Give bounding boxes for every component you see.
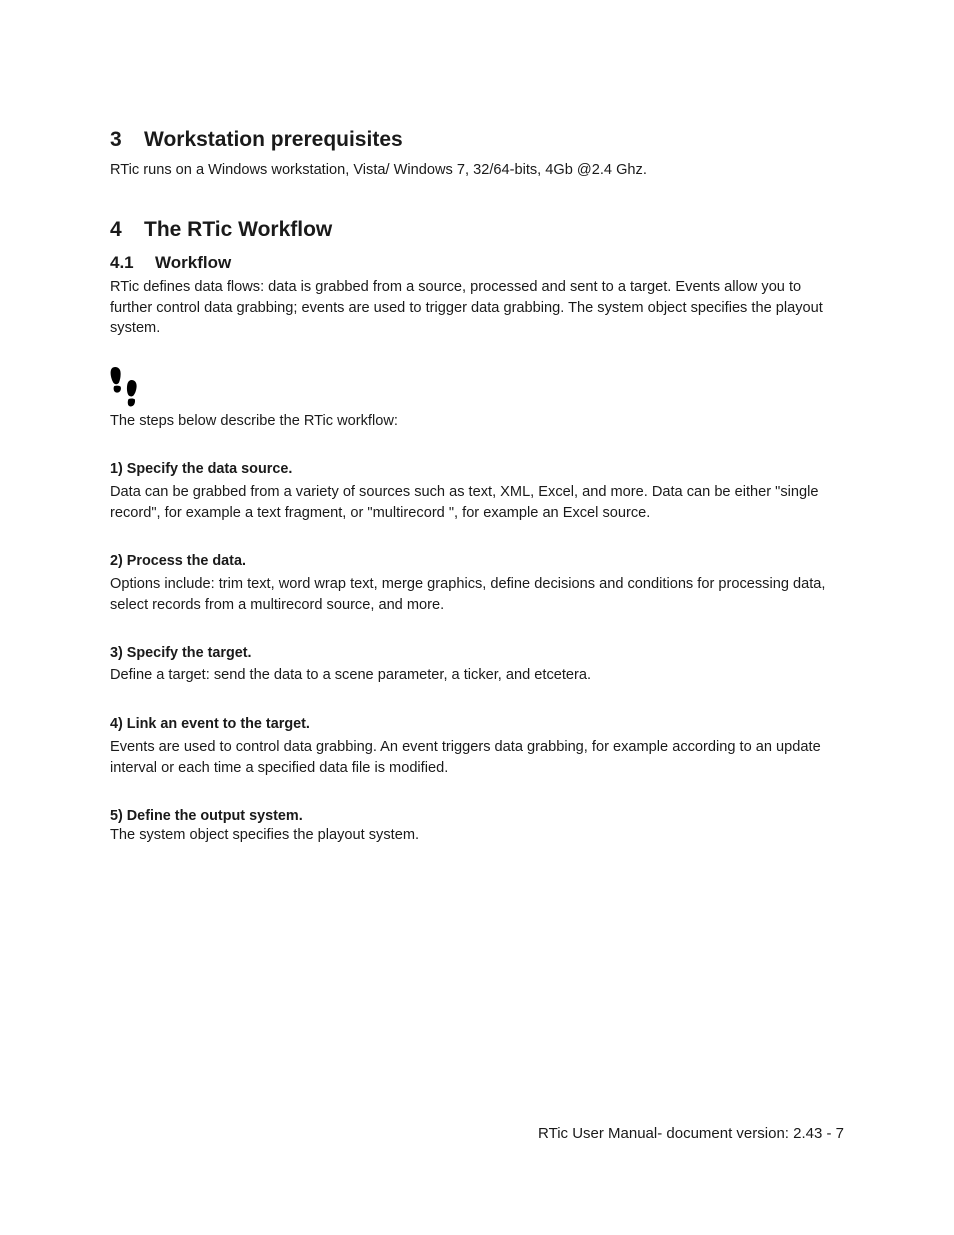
heading-section-3 (110, 127, 403, 153)
heading-text: The RTic Workflow (144, 218, 333, 241)
step-1-title: 1) Specify the data source. (110, 461, 293, 477)
step-4-body: Events are used to control data grabbing. An event triggers data grabbing, for example according to an update interval or each time a specified data file is modified. (110, 739, 821, 776)
step-5-title: 5) Define the output system. (110, 808, 303, 824)
heading-text: Workstation prerequisites (144, 128, 403, 151)
step-2-title: 2) Process the data. (110, 553, 246, 569)
heading-number: 4 (110, 218, 122, 241)
step-2-body: Options include: trim text, word wrap text, merge graphics, define decisions and conditions for processing data, select records from a multirecord source, and more. (110, 576, 826, 613)
step-4-title: 4) Link an event to the target. (110, 716, 310, 732)
heading-text: Workflow (155, 253, 232, 272)
heading-section-4 (110, 217, 332, 243)
heading-section-4-1 (110, 252, 231, 274)
step-3-body: Define a target: send the data to a scene parameter, a ticker, and etcetera. (110, 667, 592, 683)
step-5-body: The system object specifies the playout system. (110, 827, 420, 843)
footsteps-icon (110, 366, 138, 408)
step-1-body: Data can be grabbed from a variety of sources such as text, XML, Excel, and more. Data can be either "single record", for example a text fragment, or "multirecord ", for example an Excel source. (110, 484, 819, 521)
heading-number: 4.1 (110, 253, 134, 272)
section-3-body: RTic runs on a Windows workstation, Vista/ Windows 7, 32/64-bits, 4Gb @2.4 Ghz. (110, 162, 647, 178)
page-footer: RTic User Manual- document version: 2.43 - 7 (538, 1125, 844, 1142)
heading-number: 3 (110, 128, 122, 151)
workflow-intro: The steps below describe the RTic workflow: (110, 413, 398, 429)
step-3-title: 3) Specify the target. (110, 645, 252, 661)
section-4-1-body: RTic defines data flows: data is grabbed from a source, processed and sent to a target. Events allow you to further control data grabbing; events are used to trigger data grabbing. The system object specifies the playout system. (110, 279, 823, 336)
